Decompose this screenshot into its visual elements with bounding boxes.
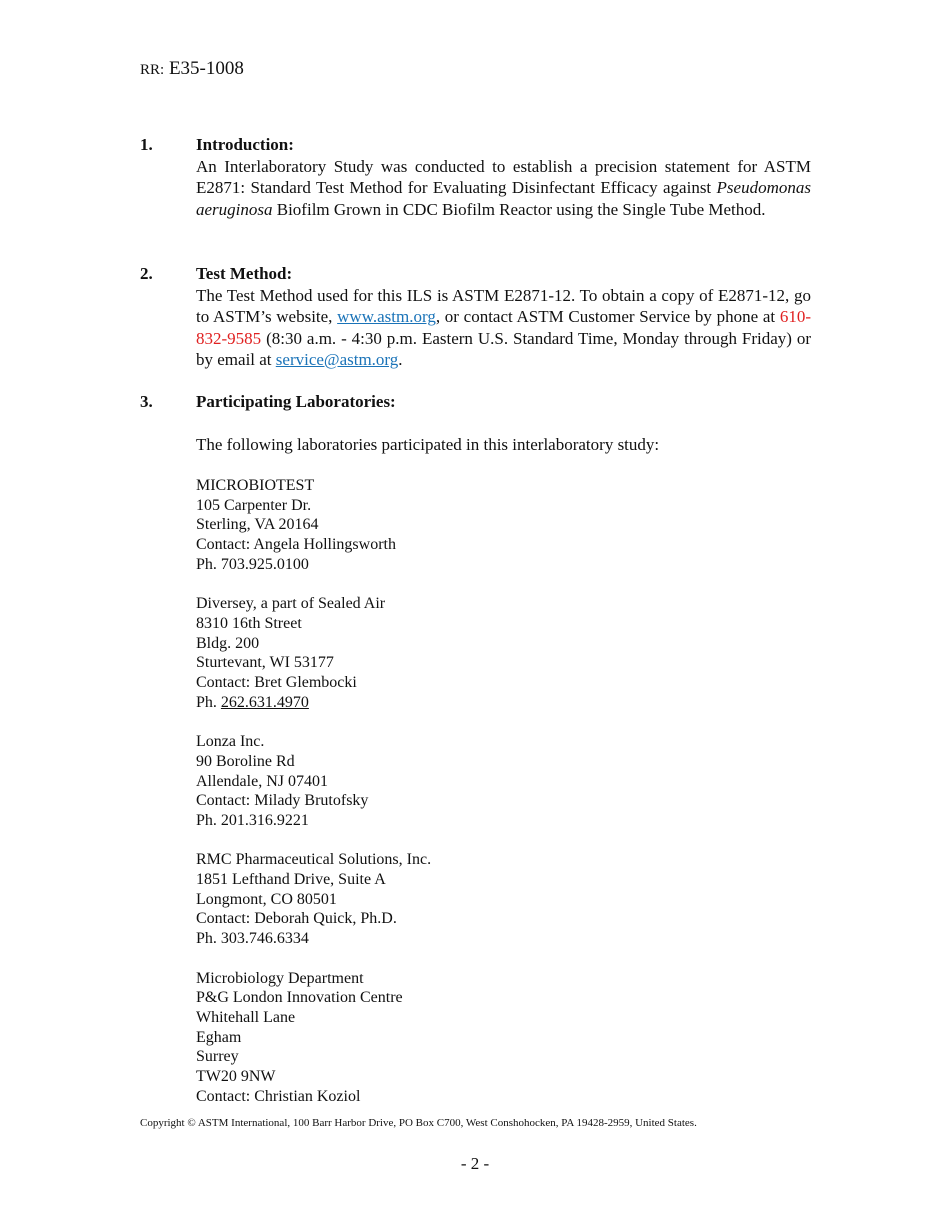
organism-name: Pseudomonas aeruginosa [196,178,811,219]
lab-line: Egham [196,1028,242,1046]
lab-line: 90 Boroline Rd [196,752,295,770]
report-header [140,58,244,80]
section-introduction [140,134,811,220]
page-number: - 2 - [460,1154,490,1173]
lab-line: Contact: Deborah Quick, Ph.D. [196,910,397,928]
section-body [196,156,811,221]
lab-entry [196,594,431,712]
report-code: E35-1008 [168,58,244,79]
customer-service-phone: 610-832-9585 [196,307,811,348]
section-number: 1. [140,135,153,154]
lab-line: Diversey, a part of Sealed Air [196,595,386,613]
lab-line: Microbiology Department [196,969,364,987]
lab-entry [196,969,431,1107]
lab-line: Longmont, CO 80501 [196,890,337,908]
labs-intro: The following laboratories participated in this interlaboratory study: [196,435,660,454]
lab-phone: Ph. 262.631.4970 [196,693,309,711]
lab-line: 8310 16th Street [196,614,302,632]
lab-line: 1851 Lefthand Drive, Suite A [196,871,386,889]
lab-entry [196,476,431,575]
lab-line: 105 Carpenter Dr. [196,496,312,514]
lab-line: Surrey [196,1048,239,1066]
lab-line: TW20 9NW [196,1068,276,1086]
lab-line: MICROBIOTEST [196,477,315,494]
lab-line: Allendale, NJ 07401 [196,772,328,790]
astm-website-link[interactable]: www.astm.org [337,307,436,326]
lab-phone-link[interactable]: 262.631.4970 [220,693,309,711]
method-text-1: The Test Method used for this ILS is ASTM E2871-12. To obtain a copy of E2871-12, go to ASTM’s website, [196,285,811,326]
lab-line: Bldg. 200 [196,634,260,652]
section-number: 3. [140,392,153,411]
lab-phone: Ph. 201.316.9221 [196,811,309,829]
method-text-2: , or contact ASTM Customer Service by phone at [435,307,780,326]
section-number: 2. [140,264,153,283]
lab-line: Contact: Bret Glembocki [196,674,357,692]
section-body [196,285,811,371]
intro-text-1: An Interlaboratory Study was conducted to establish a precision statement for ASTM E2871: Standard Test Method for Evaluating Disinfectant Efficacy against [196,156,811,197]
intro-text-2: Biofilm Grown in CDC Biofilm Reactor using the Single Tube Method. [272,199,766,219]
lab-phone: Ph. 703.925.0100 [196,555,309,573]
lab-phone: Ph. 303.746.6334 [196,930,309,948]
lab-entry [196,732,431,831]
method-text-4: . [398,350,403,369]
section-test-method [140,263,811,371]
section-participating-labs [140,391,811,456]
lab-list [196,476,431,1126]
lab-line: Whitehall Lane [196,1008,296,1026]
service-email-link[interactable]: service@astm.org [275,350,399,369]
lab-line: RMC Pharmaceutical Solutions, Inc. [196,851,432,869]
lab-line: Contact: Christian Koziol [196,1087,361,1105]
section-heading: Test Method: [196,264,293,283]
method-text-3: (8:30 a.m. - 4:30 p.m. Eastern U.S. Standard Time, Monday through Friday) or by email at [196,328,811,369]
lab-entry [196,850,431,949]
lab-line: Contact: Angela Hollingsworth [196,536,396,554]
section-heading: Introduction: [196,135,294,154]
lab-line: Lonza Inc. [196,733,265,751]
section-heading: Participating Laboratories: [196,392,396,411]
lab-line: Sturtevant, WI 53177 [196,654,334,672]
report-prefix: RR: [140,62,165,78]
copyright-footer: Copyright © ASTM International, 100 Barr Harbor Drive, PO Box C700, West Conshohocken, PA 19428-2959, United States. [140,1117,697,1129]
lab-line: Contact: Milady Brutofsky [196,792,369,810]
lab-line: Sterling, VA 20164 [196,516,319,534]
lab-line: P&G London Innovation Centre [196,989,403,1007]
